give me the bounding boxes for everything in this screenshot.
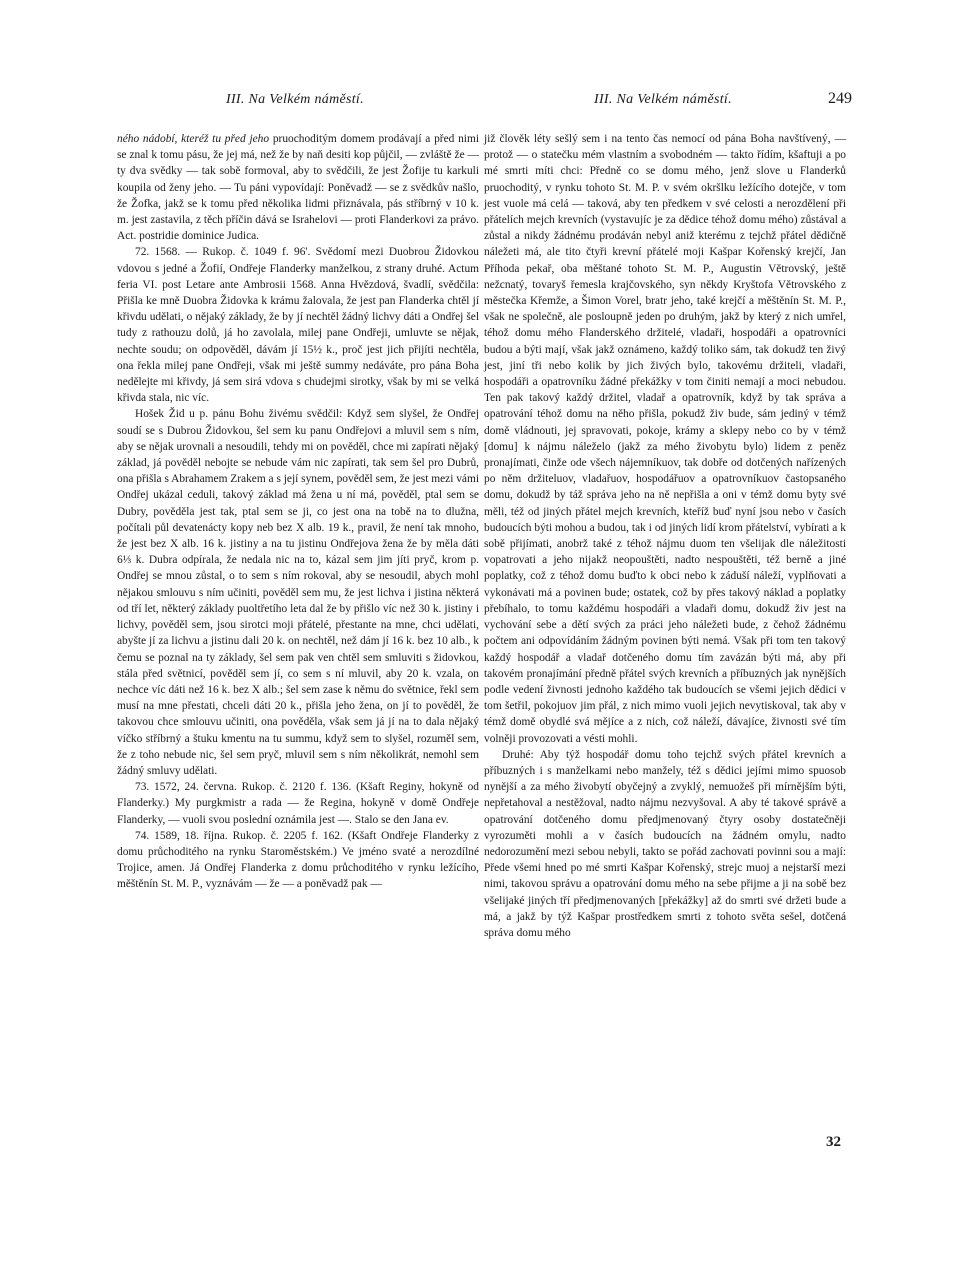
left-column	[117, 131, 479, 893]
paragraph-text: pruochoditým domem prodávají a před nimi se znal k tomu pásu, že jej má, než že by naň desiti kop půjčil, — zvláště že — ty dva svědky — tak sobě formoval, aby to svědčili, že jest Žofije tu karkuli koupila od ženy jeho. — Tu páni vypovídají: Poněvadž — se z svědkův našlo, že Žofka, jakž se k tomu před několika lidmi přiznávala, pás stříbrný v 10 k. m. jest zastavila, z těch příčin dává se Israhelovi — proti Flanderkovi za právo. Act. postridie dominice Judica.	[117, 133, 479, 243]
right-column	[484, 131, 846, 941]
signature-mark: 32	[826, 1134, 841, 1150]
paragraph: Hošek Žid u p. pánu Bohu živému svědčil: Když sem slyšel, že Ondřej soudí se s Dubrou Židovkou, šel sem ku panu Ondřejovi a mluvil sem s ním, aby se nějak urovnali a nesoudili, tehdy mi on pověděl, chce mi zapírati nějaký základ, já pověděl nebojte se nebude vám nic zapírati, tak sem šel pro Dubrů, ona přišla s Abrahamem Zrakem a s její synem, pověděl sem, že jest mezi vámi Ondřej ukázal ceduli, takový základ má žena u ní má, pověděl, ptal sem se Dubry, pověděla jest tak, ptal sem se ji, co jest ona na tobě na to dlužna, počítali půl devatenácty kopy neb bez X alb. 19 k., pravil, že není tak mnoho, že jest bez X alb. 16 k. jistiny a na tu jistinu Ondřejova žena že by měla dáti 6⅓ k. Dubra odpírala, že nedala nic na to, kázal sem jim jíti pryč, krom p. Ondřej se mnou zůstal, o to sem s ním rokoval, aby se nesoudil, abych mohl nějakou smlouvu s ním učiniti, pověděl sem mu, že jest lichva i jistina některá od tří let, některý základy puoltřetího leta dal že by přišlo víc než 30 k. jistiny i lichvy, pověděl sem, jsou sirotci moji přátelé, přestante na mne, chci udělati, abyšte jí za lichvu a jistinu dali 20 k. on nechtěl, než dám jí 16 k. bez 10 alb., k čemu se poznal na ty základy, šel sem pak ven chtěl sem smluviti s židovkou, stála před světnicí, pověděl sem jí, co sem s ní mluvil, aby 20 k. vzala, on nechce víc dáti než 16 k. bez X alb.; šel sem zase k němu do světnice, řekl sem musí na mne přestati, chceli dáti 20 k., přišla jeho žena, on jí to pověděl, že takovou chce smlouvu učiniti, ona pověděla, však sem já jí na to dala nějaký víčko stříbrný a štuku kmentu na tu summu, když sem to slyšel, rozuměl sem, že z toho nebude nic, šel sem pryč, mluvil sem s ním několikrát, nemohl sem žádný smluvy udělati.	[117, 408, 479, 777]
page-number: 249	[828, 90, 852, 107]
paragraph	[117, 131, 479, 244]
paragraph: 73. 1572, 24. června. Rukop. č. 2120 f. 136. (Kšaft Reginy, hokyně od Flanderky.) My purgkmistr a rada — že Regina, hokyně v domě Ondřeje Flanderky, — vuoli svou poslední oznámila jest —. Stalo se den Jana ev.	[117, 781, 479, 826]
paragraph: 72. 1568. — Rukop. č. 1049 f. 96'. Svědomí mezi Duobrou Židovkou vdovou s jedné a Žofií, Ondřeje Flanderky manželkou, z strany druhé. Actum feria VI. post Letare ante Ambrosii 1568. Anna Hvězdová, švadlí, svědčila: Přišla ke mně Duobra Židovka k krámu žalovala, že jest pan Flanderka chtěl jí křivdu udělati, o nějaký základy, že by jí nechtěl žádný lichvy dáti a Ondřej šel tudy z rathouzu dolů, já ho zavolala, milej pane Ondřeji, umluvte se nějak, nechte soudu; on odpověděl, dávám jí 15½ k., proč jest jich přijíti nechtěla, ona řekla milej pane Ondřeji, však mi ještě summy nedáváte, pro pána Boha nedělejte mi křivdy, já sem sirá vdova s chudejmi sirotky, však by mi se velká křivda stala, nic víc.	[117, 246, 479, 405]
running-head-left: III. Na Velkém náměstí.	[226, 92, 364, 107]
running-head-right: III. Na Velkém náměstí.	[594, 92, 732, 107]
paragraph: již člověk léty sešlý sem i na tento čas nemocí od pána Boha navštívený, — protož — o statečku mém vlastním a svobodném — takto řídím, kšaftuji a po mé smrti míti chci: Předně co se domu mého, jenž slove u Flanderků pruochoditý, v rynku tohoto St. M. P. v svém okršlku ležícího dotejče, v tom jest vuole má celá — taková, aby ten předkem v své celosti a nerozdělení při přátelích mejch krevních (vystavujíc je za dědice téhož domu mého) zůstával a zůstal a nikdy žádnému prodáván nebyl aniž kterému z tejchž přátel dědičně náležeti má, ale tito čtyři krevní přátelé moji Kašpar Kořenský krejčí, Jan Příhoda pekař, oba měštané tohoto St. M. P., Augustin Větrovský, ještě nežcnatý, tovaryš řemesla krajčovského, syn někdy Kryštofa Větrovského z městečka Křemže, a Šimon Vorel, bratr jeho, také krejčí a měštěnín St. M. P., však ne společně, ale posloupně jeden po druhým, jakž by který z nich umřel, téhož domu mého Flanderského držitelé, vladaři, hospodáři a opatrovníci budou a býti mají, však jakž oznámeno, každý toliko sám, tak dokudž ten živý jest, jiní tři nebo kolik by jich živých bylo, takovému držiteli, vladaři, hospodáři a opatrovníku žádné překážky v tom činiti nemají a moci nebudou. Ten pak takový každý držitel, vladař a opatrovník, když by tak správa a opatrování téhož domu na něho přišla, pokudž živ bude, sám jediný v témž domě vládnouti, jej spravovati, pokoje, krámy a sklepy nebo co by v témž [domu] k nájmu náleželo (jakž za mého živobytu bylo) lidem z peněz pronajímati, činže ode všech nájemníkuov, tak dobře od dotčených nařízených po něm držiteluov, vladařuov, hospodářuov a opatrovníkuov častopsaného domu, dokudž by táž správa jeho na ně nepřišla a oni v témž domu byty své měli, též od jiných přátel mejch krevních, kteříž buď nyní jsou nebo v časích budoucích býti mohou a budou, tak i od jiných lidí krom přátelství, vybírati a k sobě přijímati, anobrž také z téhož nájmu duom ten všelijak dle náležitosti vopatrovati a jeho nijakž neopouštěti, nadto nespouštěti, též berně a jiné poplatky, což z téhož domu buďto k obci nebo k záduší náleží, vyplňovati a vykonávati má a povinen bude; ostatek, což by přes takový náklad a poplatky přebíhalo, to tomu každému hospodáři a vladaři domu, dokudž živ jest na vychování sebe a dětí svých za práci jeho náležeti bude, z čehož žádnému počtem ani odpovídáním žádným povinen býti nemá. Však při tom ten takový každý hospodář a vladař dotčeného domu tím zavázán býti má, aby při takovém pronajímání předně přátel svých krevních a příbuzných jak nynějších podle vedení živnosti jednoho každého tak budoucích se všemi jejich dědici v tom šetřil, pokojuov jim přál, z nich mimo vuoli jejich nevytiskoval, tak aby v témž domě obydlé svá mějíce a z nich, což náleží, dávajíce, živnosti své tím volněji provozovati a vésti mohli.	[484, 133, 846, 745]
italic-lead: ného nádobí, kteréž tu před jeho	[117, 133, 270, 145]
paragraph: 74. 1589, 18. října. Rukop. č. 2205 f. 162. (Kšaft Ondřeje Flanderky z domu průchoditého na rynku Staroměstském.) Ve jméno svaté a nerozdílné Trojice, amen. Já Ondřej Flanderka z domu průchoditého v rynku ležícího, měštěnín St. M. P., vyznávám — že — a poněvadž pak —	[117, 829, 479, 891]
paragraph: Druhé: Aby týž hospodář domu toho tejchž svých přátel krevních a příbuzných i s manželkami nebo manžely, též s dědici jejími mimo spuosob nynější a za mého živobytí obyčejný a zvyklý, nemuožeš při mírnějším býti, nepřetahoval a nestěžoval, nadto nájmu nezvyšoval. A aby té takové správě a opatrování dotčeného domu předjmenovaný čtyry osoby dostatečněji vyrozuměti mohli a v časích budoucích na žádném omylu, nadto nedorozumění mezi sebou nebyli, takto se pořád zachovati povinni sou a mají: Přede všemi hned po mé smrti Kašpar Kořenský, strejc muoj a nejstarší mezi nimi, takovou správu a opatrování domu mého na sebe přijme a ji na sobě bez všelijaké jiných tří předjmenovaných [překážky] až do smrti své držeti bude a má, a jakž by týž Kašpar prostředkem smrti z tohoto světa sešel, dotčená správa domu mého	[484, 748, 846, 939]
